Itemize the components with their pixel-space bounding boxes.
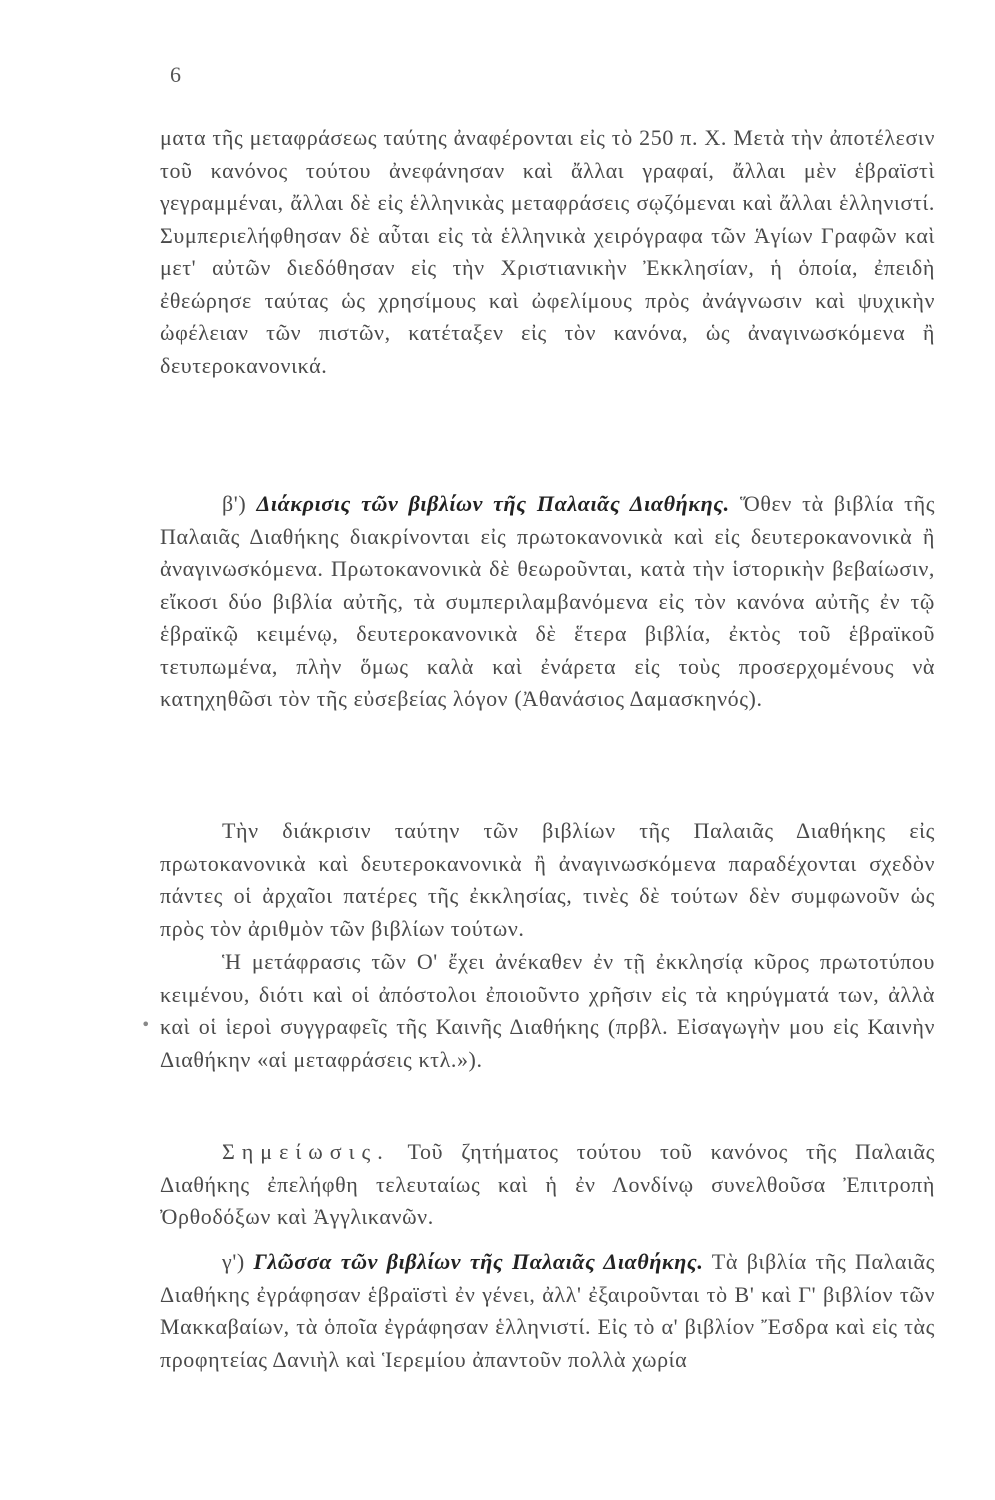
section-paragraph bbox=[160, 488, 935, 716]
note-body: Τοῦ ζητήματος τούτου τοῦ κανόνος τῆς Παλαιᾶς Διαθήκης ἐπελήφθη τελευταίως καὶ ἡ ἐν Λονδίνῳ συνελθοῦσα Ἐπιτροπὴ Ὀρθοδόξων καὶ Ἀγγλικανῶν. bbox=[160, 1139, 935, 1229]
note-paragraph bbox=[160, 1136, 935, 1234]
section-heading: Διάκρισις τῶν βιβλίων τῆς Παλαιᾶς Διαθήκης. bbox=[256, 491, 730, 516]
paragraph-text: Τὴν διάκρισιν ταύτην τῶν βιβλίων τῆς Παλαιᾶς Διαθήκης εἰς πρωτοκανονικὰ καὶ δευτεροκανονικὰ ἢ ἀναγινωσκόμενα παραδέχονται σχεδὸν πάντες οἱ ἀρχαῖοι πατέρες τῆς ἐκκλησίας, τινὲς δὲ τούτων δὲν συμφωνοῦν ὡς πρὸς τὸν ἀριθμὸν τῶν βιβλίων τούτων. bbox=[160, 818, 935, 941]
page-number: 6 bbox=[170, 62, 181, 87]
section-paragraph bbox=[160, 1246, 935, 1376]
paragraph-text: Ἡ μετάφρασις τῶν Ο' ἔχει ἀνέκαθεν ἐν τῇ ἐκκλησίᾳ κῦρος πρωτοτύπου κειμένου, διότι καὶ οἱ ἀπόστολοι ἐποιοῦντο χρῆσιν εἰς τὰ κηρύγματά των, ἀλλὰ καὶ οἱ ἱεροὶ συγγραφεῖς τῆς Καινῆς Διαθήκης (πρβλ. Εἰσαγωγὴν μου εἰς Καινὴν Διαθήκην «αἱ μεταφράσεις κτλ.»). bbox=[160, 949, 935, 1072]
note-block bbox=[160, 1136, 935, 1234]
section-body: Τὰ βιβλία τῆς Παλαιᾶς Διαθήκης ἐγράφησαν ἑβραϊστὶ ἐν γένει, ἀλλ' ἐξαιροῦνται τὸ Β' καὶ Γ' βιβλίον τῶν Μακκαβαίων, τὰ ὁποῖα ἐγράφησαν ἑλληνιστί. Εἰς τὸ α' βιβλίον Ἔσδρα καὶ εἰς τὰς προφητείας Δανιὴλ καὶ Ἱερεμίου ἀπαντοῦν πολλὰ χωρία bbox=[160, 1249, 935, 1372]
section-heading: Γλῶσσα τῶν βιβλίων τῆς Παλαιᾶς Διαθήκης. bbox=[253, 1249, 704, 1274]
section-gamma-language bbox=[160, 1246, 935, 1376]
margin-dot: • bbox=[141, 1015, 151, 1034]
paragraph-fathers bbox=[160, 815, 935, 945]
note-label: Σημείωσις. bbox=[222, 1139, 390, 1164]
section-body: Ὅθεν τὰ βιβλία τῆς Παλαιᾶς Διαθήκης διακρίνονται εἰς πρωτοκανονικὰ καὶ εἰς δευτεροκανονικὰ ἢ ἀναγινωσκόμενα. Πρωτοκανονικὰ δὲ θεωροῦνται, κατὰ τὴν ἱστορικὴν βεβαίωσιν, εἴκοσι δύο βιβλία αὐτῆς, τὰ συμπεριλαμβανόμενα εἰς τὸν κανόνα αὐτῆς ἐν τῷ ἑβραϊκῷ κειμένῳ, δευτεροκανονικὰ δὲ ἕτερα βιβλία, ἐκτὸς τοῦ ἑβραϊκοῦ τετυπωμένα, πλὴν ὅμως καλὰ καὶ ἐνάρετα εἰς τοὺς προσερχομένους νὰ κατηχηθῶσι τὸν τῆς εὐσεβείας λόγον (Ἀθανάσιος Δαμασκηνός). bbox=[160, 491, 936, 711]
paragraph-translation-history bbox=[160, 122, 935, 382]
paragraph-septuagint bbox=[160, 946, 935, 1076]
paragraph-text: ματα τῆς μεταφράσεως ταύτης ἀναφέρονται εἰς τὸ 250 π. Χ. Μετὰ τὴν ἀποτέλεσιν τοῦ κανόνος τούτου ἀνεφάνησαν καὶ ἄλλαι γραφαί, ἄλλαι μὲν ἑβραϊστὶ γεγραμμέναι, ἄλλαι δὲ εἰς ἑλληνικὰς μεταφράσεις σῳζόμεναι καὶ ἄλλαι ἑλληνιστί. Συμπεριελήφθησαν δὲ αὗται εἰς τὰ ἑλληνικὰ χειρόγραφα τῶν Ἁγίων Γραφῶν καὶ μετ' αὐτῶν διεδόθησαν εἰς τὴν Χριστιανικὴν Ἐκκλησίαν, ἡ ὁποία, ἐπειδὴ ἐθεώρησε ταύτας ὡς χρησίμους καὶ ὠφελίμους πρὸς ἀνάγνωσιν καὶ ψυχικὴν ὠφέλειαν τῶν πιστῶν, κατέταξεν εἰς τὸν κανόνα, ὡς ἀναγινωσκόμενα ἢ δευτεροκανονικά. bbox=[160, 125, 935, 378]
section-label: γ') bbox=[222, 1249, 245, 1274]
section-label: β') bbox=[222, 491, 247, 516]
section-beta-distinction bbox=[160, 488, 935, 716]
